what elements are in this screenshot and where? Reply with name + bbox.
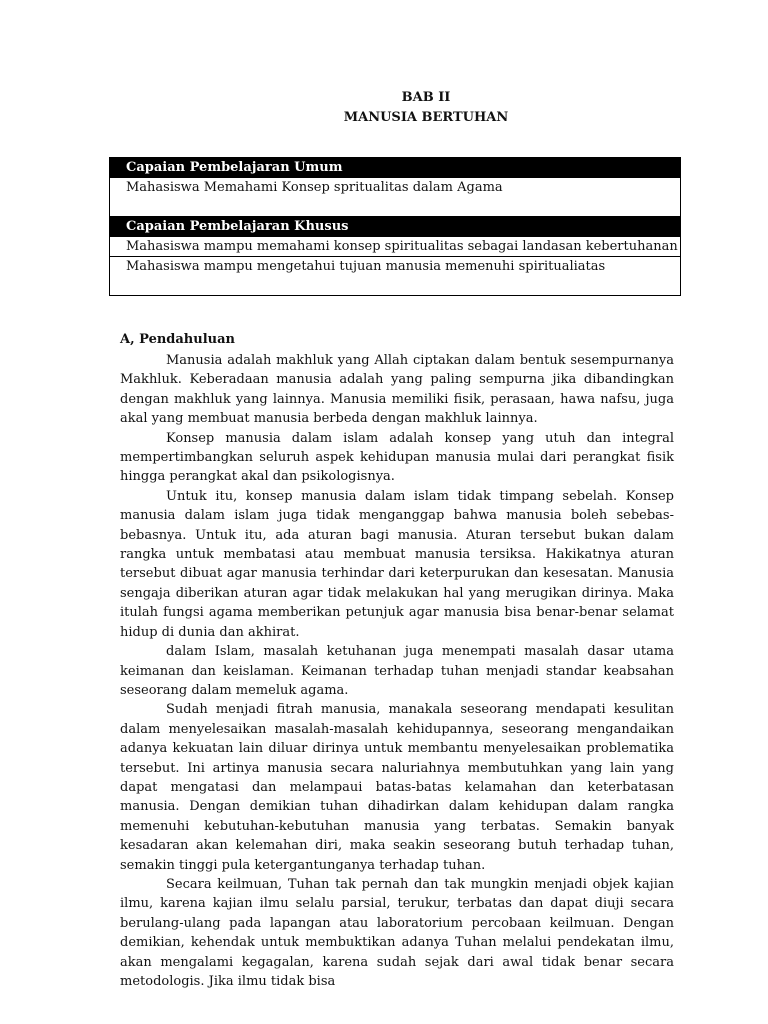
table-row [110, 158, 681, 178]
specific-outcome-item: Mahasiswa mampu memahami konsep spiritualitas sebagai landasan kebertuhanan [110, 237, 681, 257]
body-paragraph: Secara keilmuan, Tuhan tak pernah dan tak mungkin menjadi objek kajian ilmu, karena kajian ilmu selalu parsial, terukur, terbatas dan dapat diuji secara berulang-ulang pada lapangan atau laboratorium percobaan keilmuan. Dengan demikian, kehendak untuk membuktikan adanya Tuhan melalui pendekatan ilmu, akan mengalami kegagalan, karena sudah sejak dari awal tidak benar secara metodologis. Jika ilmu tidak bisa [120, 876, 674, 989]
specific-outcome-item: Mahasiswa mampu mengetahui tujuan manusia memenuhi spiritualiatas [110, 257, 681, 296]
body-paragraph: Untuk itu, konsep manusia dalam islam tidak timpang sebelah. Konsep manusia dalam islam juga tidak menganggap bahwa manusia boleh sebebas-bebasnya. Untuk itu, ada aturan bagi manusia. Aturan tersebut bukan dalam rangka untuk membatasi atau membuat manusia tersiksa. Hakikatnya aturan tersebut dibuat agar manusia terhindar dari keterpurukan dan kesesatan. Manusia sengaja diberikan aturan agar tidak melakukan hal yang merugikan dirinya. Maka itulah fungsi agama memberikan petunjuk agar manusia bisa benar-benar selamat hidup di dunia dan akhirat. [120, 488, 674, 640]
table-row [110, 217, 681, 237]
chapter-number: BAB II [401, 90, 451, 105]
learning-outcomes-table [109, 157, 681, 296]
table-row [110, 257, 681, 296]
section-heading: A, Pendahuluan [120, 332, 235, 347]
general-outcomes-header: Capaian Pembelajaran Umum [110, 158, 681, 178]
specific-outcomes-header: Capaian Pembelajaran Khusus [110, 217, 681, 237]
body-paragraph: Sudah menjadi fitrah manusia, manakala seseorang mendapati kesulitan dalam menyelesaikan masalah-masalah kehidupannya, seseorang mengandaikan adanya kekuatan lain diluar dirinya untuk membantu menyelesaikan problematika tersebut. Ini artinya manusia secara naluriahnya membutuhkan yang lain yang dapat mengatasi dan melampaui batas-batas kelamahan dan keterbatasan manusia. Dengan demikian tuhan dihadirkan dalam kehidupan dalam rangka memenuhi kebutuhan-kebutuhan manusia yang terbatas. Semakin banyak kesadaran akan kelemahan diri, maka seakin seseorang butuh terhadap tuhan, semakin tinggi pula ketergantunganya terhadap tuhan. [120, 702, 674, 873]
section-body [120, 351, 674, 991]
table-row [110, 178, 681, 217]
chapter-title: MANUSIA BERTUHAN [343, 110, 509, 125]
body-paragraph: Manusia adalah makhluk yang Allah ciptakan dalam bentuk sesempurnanya Makhluk. Keberadaan manusia adalah yang paling sempurna jika dibandingkan dengan makhluk yang lainnya. Manusia memiliki fisik, perasaan, hawa nafsu, juga akal yang membuat manusia berbeda dengan makhluk lainnya. [120, 353, 674, 427]
chapter-heading [0, 88, 768, 128]
body-paragraph: dalam Islam, masalah ketuhanan juga menempati masalah dasar utama keimanan dan keislaman. Keimanan terhadap tuhan menjadi standar keabsahan seseorang dalam memeluk agama. [120, 644, 674, 698]
general-outcome-item: Mahasiswa Memahami Konsep spritualitas dalam Agama [110, 178, 681, 217]
body-paragraph: Konsep manusia dalam islam adalah konsep yang utuh dan integral mempertimbangkan seluruh aspek kehidupan manusia mulai dari perangkat fisik hingga perangkat akal dan psikologisnya. [120, 430, 674, 485]
table-row [110, 237, 681, 257]
